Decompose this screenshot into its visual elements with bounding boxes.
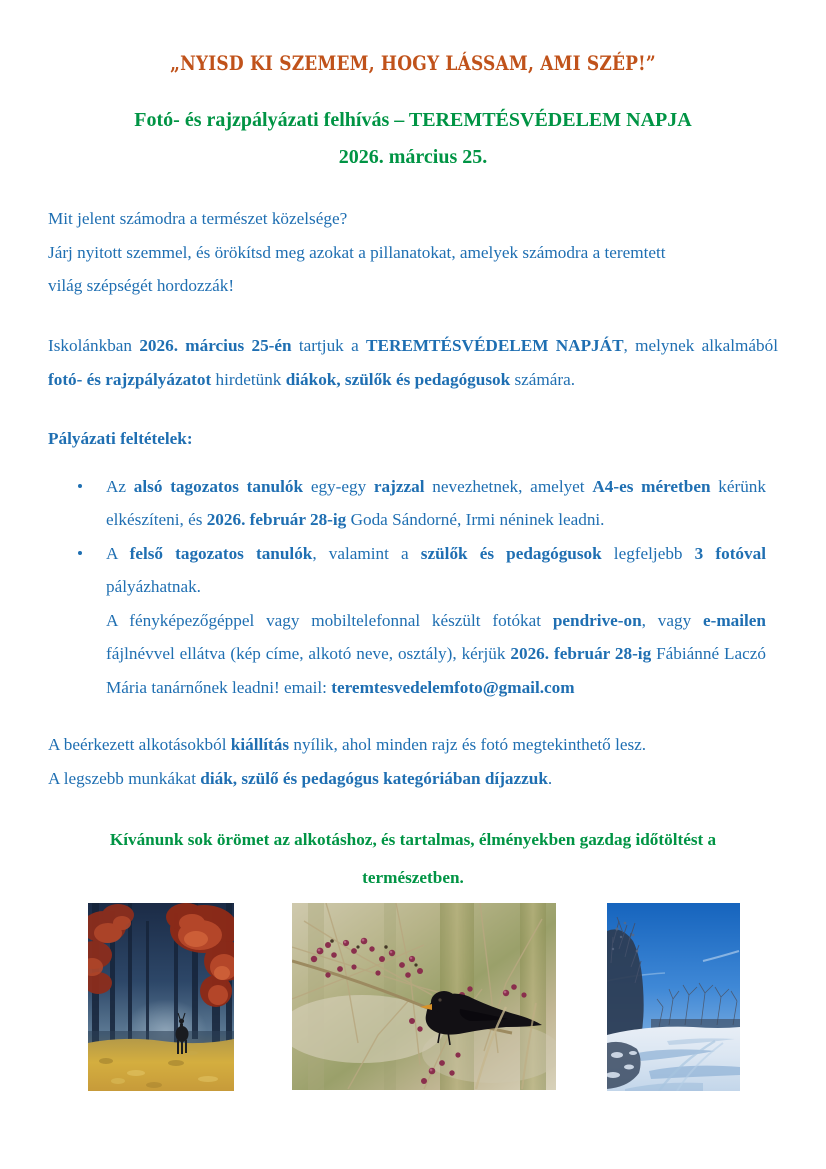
school-bold-date: 2026. március 25-én — [139, 335, 292, 355]
blackbird-berries-graphic — [292, 903, 556, 1090]
cond1-seg-2: egy-egy — [303, 476, 374, 496]
intro-line-1: Mit jelent számodra a természet közelsége? — [48, 209, 348, 229]
cond2-seg-1: A — [106, 543, 130, 563]
cond1-bold-students: alsó tagozatos tanulók — [133, 476, 304, 496]
school-seg-2: tartjuk a — [291, 335, 367, 355]
cond1-seg-3: nevezhetnek, amelyet — [424, 476, 593, 496]
exhibition-line-1 — [48, 728, 778, 762]
exh-seg-2: nyílik, ahol minden rajz és fotó megtekinthető lesz. — [289, 735, 647, 755]
bullet-icon — [78, 551, 82, 555]
cond2-bold-pendrive: pendrive-on — [552, 610, 642, 630]
closing-wish — [48, 795, 778, 897]
cond2-seg-4: pályázhatnak. — [106, 577, 201, 597]
subtitle-line-1: Fotó- és rajzpályázati felhívás – TEREMTÉSVÉDELEM NAPJA — [134, 109, 692, 132]
intro-line-2: Járj nyitott szemmel, és örökítsd meg azokat a pillanatokat, amelyek számodra a teremtett — [48, 242, 666, 262]
cond1-bold-deadline: 2026. február 28-ig — [206, 510, 347, 530]
cond2-bold-email-method: e-mailen — [702, 610, 766, 630]
wish-line-2: természetben. — [362, 868, 464, 888]
conditions-list — [48, 456, 778, 705]
winter-snow-path-graphic — [607, 903, 740, 1091]
cond2-seg-2: , valamint a — [312, 543, 421, 563]
cond2-sub-seg-4: Fábiánné Laczó Mária tanárnőnek leadni! email: — [106, 644, 766, 697]
cond2-sub-seg-3: fájlnévvel ellátva (kép címe, alkotó neve, osztály), kérjük — [106, 644, 511, 664]
list-item — [48, 470, 778, 537]
cond1-seg-5: Goda Sándorné, Irmi néninek leadni. — [346, 510, 605, 530]
intro-line-3: világ szépségét hordozzák! — [48, 276, 235, 296]
cond1-seg-1: Az — [106, 476, 134, 496]
exh-seg-1: A beérkezett alkotásokból — [48, 735, 231, 755]
cond1-bold-drawing: rajzzal — [373, 476, 425, 496]
school-bold-event: TEREMTÉSVÉDELEM NAPJÁT — [366, 335, 624, 355]
exh-bold-categories: diák, szülő és pedagógus kategóriában díjazzuk — [200, 768, 548, 788]
cond2-bold-photos: 3 fotóval — [694, 543, 766, 563]
wish-line-1: Kívánunk sok örömet az alkotáshoz, és tartalmas, élményekben gazdag időtöltést a — [109, 830, 717, 850]
intro-paragraph — [48, 176, 778, 303]
school-bold-audience: diákok, szülők és pedagógusok — [285, 369, 511, 389]
cond2-seg-3: legfeljebb — [601, 543, 695, 563]
cond2-bold-deadline: 2026. február 28-ig — [510, 644, 652, 664]
exh-bold-exhibition: kiállítás — [230, 735, 290, 755]
contact-email[interactable]: teremtesvedelemfoto@gmail.com — [331, 677, 575, 697]
school-seg-4: hirdetünk — [211, 369, 286, 389]
photo-strip — [0, 903, 826, 1093]
cond2-bold-upper: felső tagozatos tanulók — [129, 543, 313, 563]
subtitle-line-2: 2026. március 25. — [338, 146, 488, 169]
exh-seg-3: A legszebb munkákat — [48, 768, 201, 788]
cond2-submission-details — [106, 604, 766, 705]
school-seg-1: Iskolánkban — [48, 335, 140, 355]
cond2-sub-seg-2: , vagy — [641, 610, 703, 630]
school-seg-3: , melynek alkalmából — [623, 335, 779, 355]
school-paragraph — [48, 303, 778, 396]
autumn-forest-deer-photo — [88, 903, 234, 1091]
cond2-bold-parents: szülők és pedagógusok — [420, 543, 602, 563]
school-seg-5: számára. — [510, 369, 576, 389]
cond1-bold-size: A4-es méretben — [592, 476, 711, 496]
school-bold-contest: fotó- és rajzpályázatot — [48, 369, 212, 389]
autumn-forest-deer-graphic — [88, 903, 234, 1091]
subtitle — [48, 76, 778, 176]
cond2-sub-seg-1: A fényképezőgéppel vagy mobiltelefonnal készült fotókat — [106, 610, 553, 630]
winter-snow-path-photo — [607, 903, 740, 1091]
bullet-icon — [78, 484, 82, 488]
blackbird-berries-photo — [292, 903, 556, 1090]
cond1-seg-4: kérünk elkészíteni, és — [106, 476, 766, 530]
exhibition-paragraph — [48, 704, 778, 795]
exh-seg-4: . — [547, 768, 553, 788]
list-item — [48, 537, 778, 705]
exhibition-line-2 — [48, 762, 778, 796]
page-title: „NYISD KI SZEMEM, HOGY LÁSSAM, AMI SZÉP!” — [170, 52, 656, 75]
conditions-heading: Pályázati feltételek: — [48, 429, 193, 449]
